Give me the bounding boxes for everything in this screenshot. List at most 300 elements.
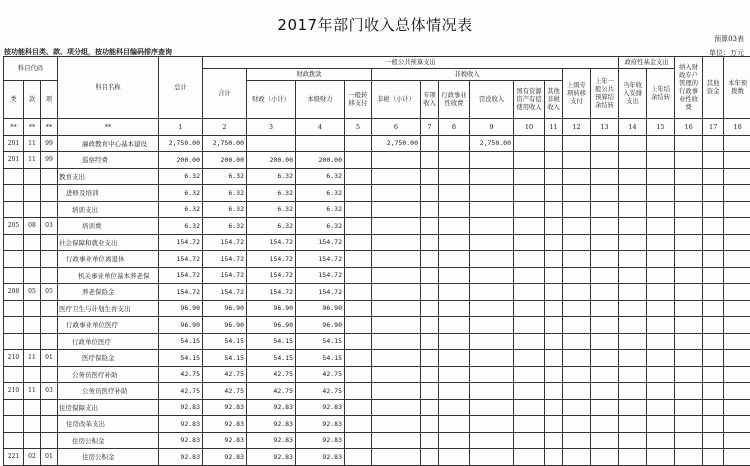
empty-cell	[675, 234, 703, 251]
empty-cell	[545, 317, 563, 334]
amount-transfer-cell	[345, 284, 372, 301]
empty-cell	[675, 416, 703, 433]
amount-subtotal-cell: 6.32	[203, 218, 247, 235]
amount-transfer-cell	[345, 432, 372, 449]
amount-own-cell: 92.83	[296, 416, 345, 433]
code-kuan-cell: 11	[24, 350, 41, 367]
amount-fiscal-cell: 154.72	[247, 284, 296, 301]
amount-nontax-cell	[372, 267, 421, 284]
code-kuan-cell	[24, 300, 41, 317]
column-index-cell: **	[41, 119, 58, 136]
empty-cell	[724, 251, 750, 268]
amount-special-cell	[421, 432, 439, 449]
empty-cell	[675, 284, 703, 301]
empty-cell	[619, 449, 647, 466]
empty-cell	[703, 201, 724, 218]
empty-cell	[591, 333, 619, 350]
empty-cell	[647, 185, 675, 202]
header-non-tax: 非税收入	[372, 69, 563, 81]
empty-cell	[703, 185, 724, 202]
amount-transfer-cell	[345, 333, 372, 350]
column-index-cell: 6	[372, 119, 421, 136]
empty-cell	[703, 234, 724, 251]
empty-cell	[545, 185, 563, 202]
amount-total-cell: 42.75	[159, 366, 203, 383]
table-row	[4, 152, 750, 169]
amount-transfer-cell	[345, 267, 372, 284]
amount-subtotal-cell: 154.72	[203, 284, 247, 301]
column-index-cell: 7	[421, 119, 439, 136]
empty-cell	[563, 135, 591, 152]
amount-admin-cell	[439, 300, 470, 317]
amount-nontax-cell	[372, 185, 421, 202]
amount-total-cell: 154.72	[159, 284, 203, 301]
amount-admin-cell	[439, 251, 470, 268]
amount-fines-cell	[470, 251, 514, 268]
header-superior-transfer: 上级专项转移支付	[563, 69, 591, 119]
header-admin-fees: 行政事业性收费	[439, 81, 470, 119]
empty-cell	[647, 218, 675, 235]
table-row	[4, 218, 750, 235]
amount-special-cell	[421, 399, 439, 416]
empty-cell	[647, 366, 675, 383]
code-xiang-cell	[41, 416, 58, 433]
code-kuan-cell	[24, 399, 41, 416]
amount-fines-cell	[470, 383, 514, 400]
amount-fiscal-cell: 6.32	[247, 168, 296, 185]
code-xiang-cell	[41, 201, 58, 218]
table-row	[4, 201, 750, 218]
code-kuan-cell: 02	[24, 449, 41, 466]
amount-nontax-cell	[372, 251, 421, 268]
amount-fines-cell	[470, 416, 514, 433]
amount-fines-cell	[470, 234, 514, 251]
amount-subtotal-cell: 6.32	[203, 185, 247, 202]
empty-cell	[545, 333, 563, 350]
amount-transfer-cell	[345, 251, 372, 268]
amount-admin-cell	[439, 333, 470, 350]
code-xiang-cell	[41, 234, 58, 251]
empty-cell	[703, 350, 724, 367]
amount-own-cell: 96.90	[296, 300, 345, 317]
empty-cell	[514, 168, 545, 185]
subject-name-cell: 行政单位医疗	[58, 333, 159, 350]
amount-admin-cell	[439, 234, 470, 251]
table-row	[4, 416, 750, 433]
amount-special-cell	[421, 267, 439, 284]
amount-admin-cell	[439, 168, 470, 185]
subject-name-cell: 巡察经费	[58, 152, 159, 169]
amount-transfer-cell	[345, 366, 372, 383]
code-xiang-cell: 99	[41, 135, 58, 152]
column-index-cell: **	[4, 119, 24, 136]
amount-nontax-cell	[372, 234, 421, 251]
amount-total-cell: 2,750.00	[159, 135, 203, 152]
empty-cell	[647, 449, 675, 466]
amount-admin-cell	[439, 432, 470, 449]
amount-fines-cell	[470, 350, 514, 367]
empty-cell	[619, 300, 647, 317]
amount-total-cell: 96.90	[159, 300, 203, 317]
column-index-cell: 4	[296, 119, 345, 136]
empty-cell	[647, 135, 675, 152]
empty-cell	[675, 251, 703, 268]
amount-admin-cell	[439, 267, 470, 284]
code-xiang-cell: 01	[41, 449, 58, 466]
empty-cell	[591, 267, 619, 284]
empty-cell	[703, 366, 724, 383]
empty-cell	[619, 317, 647, 334]
amount-total-cell: 92.83	[159, 399, 203, 416]
amount-nontax-cell	[372, 284, 421, 301]
amount-fines-cell	[470, 201, 514, 218]
amount-transfer-cell	[345, 300, 372, 317]
amount-admin-cell	[439, 152, 470, 169]
subject-name-cell: 行政事业单位离退休	[58, 251, 159, 268]
empty-cell	[514, 300, 545, 317]
empty-cell	[724, 416, 750, 433]
amount-subtotal-cell: 42.75	[203, 383, 247, 400]
amount-nontax-cell	[372, 218, 421, 235]
empty-cell	[703, 399, 724, 416]
empty-cell	[619, 152, 647, 169]
column-index-cell: 13	[591, 119, 619, 136]
code-kuan-cell	[24, 168, 41, 185]
amount-admin-cell	[439, 449, 470, 466]
header-gov-fund: 政府性基金支出	[619, 57, 675, 69]
code-kuan-cell	[24, 201, 41, 218]
empty-cell	[619, 383, 647, 400]
amount-subtotal-cell: 42.75	[203, 366, 247, 383]
amount-subtotal-cell: 200.00	[203, 152, 247, 169]
header-own-finance: 本级财力	[296, 81, 345, 119]
amount-transfer-cell	[345, 201, 372, 218]
empty-cell	[724, 284, 750, 301]
amount-own-cell: 54.15	[296, 333, 345, 350]
amount-total-cell: 6.32	[159, 218, 203, 235]
empty-cell	[545, 366, 563, 383]
table-row	[4, 185, 750, 202]
empty-cell	[647, 333, 675, 350]
empty-cell	[675, 333, 703, 350]
subject-name-cell: 住房改革支出	[58, 416, 159, 433]
amount-subtotal-cell: 92.83	[203, 449, 247, 466]
code-lei-cell	[4, 399, 24, 416]
amount-special-cell	[421, 300, 439, 317]
header-state-assets: 国有资源资产有偿使用收入	[514, 81, 545, 119]
amount-admin-cell	[439, 284, 470, 301]
empty-cell	[647, 399, 675, 416]
amount-own-cell: 92.83	[296, 399, 345, 416]
empty-cell	[647, 416, 675, 433]
empty-cell	[545, 449, 563, 466]
amount-fines-cell	[470, 168, 514, 185]
empty-cell	[647, 284, 675, 301]
empty-cell	[514, 399, 545, 416]
empty-cell	[647, 234, 675, 251]
amount-transfer-cell	[345, 168, 372, 185]
empty-cell	[563, 317, 591, 334]
code-kuan-cell	[24, 432, 41, 449]
empty-cell	[591, 366, 619, 383]
amount-special-cell	[421, 284, 439, 301]
amount-own-cell: 154.72	[296, 284, 345, 301]
amount-subtotal-cell: 154.72	[203, 267, 247, 284]
amount-fiscal-cell: 6.32	[247, 185, 296, 202]
empty-cell	[675, 383, 703, 400]
empty-cell	[675, 135, 703, 152]
empty-cell	[724, 234, 750, 251]
empty-cell	[514, 350, 545, 367]
header-subtotal: 合计	[203, 69, 247, 119]
empty-cell	[563, 416, 591, 433]
amount-transfer-cell	[345, 185, 372, 202]
empty-cell	[563, 234, 591, 251]
amount-nontax-cell	[372, 416, 421, 433]
empty-cell	[703, 300, 724, 317]
amount-fines-cell	[470, 218, 514, 235]
code-kuan-cell	[24, 267, 41, 284]
empty-cell	[591, 449, 619, 466]
header-xiang: 项	[41, 81, 58, 119]
empty-cell	[675, 185, 703, 202]
subject-name-cell: 培训费	[58, 218, 159, 235]
empty-cell	[647, 300, 675, 317]
amount-own-cell: 6.32	[296, 201, 345, 218]
subject-name-cell: 机关事业单位基本养老保	[58, 267, 159, 284]
empty-cell	[514, 251, 545, 268]
column-index-cell: 2	[203, 119, 247, 136]
amount-admin-cell	[439, 317, 470, 334]
empty-cell	[675, 152, 703, 169]
amount-fiscal-cell: 6.32	[247, 201, 296, 218]
column-index-cell: 1	[159, 119, 203, 136]
code-xiang-cell	[41, 251, 58, 268]
empty-cell	[703, 168, 724, 185]
header-budget-this-year: 本年预拨数	[724, 57, 750, 119]
amount-own-cell: 92.83	[296, 449, 345, 466]
code-kuan-cell	[24, 185, 41, 202]
amount-fiscal-cell: 154.72	[247, 234, 296, 251]
amount-fiscal-cell: 154.72	[247, 251, 296, 268]
empty-cell	[545, 350, 563, 367]
header-prior-year-balance: 上年一般公共预算结余结转	[591, 69, 619, 119]
amount-special-cell	[421, 449, 439, 466]
column-index-cell: 5	[345, 119, 372, 136]
header-non-tax-subtotal: 非税（小计）	[372, 81, 421, 119]
empty-cell	[724, 185, 750, 202]
empty-cell	[703, 251, 724, 268]
amount-subtotal-cell: 54.15	[203, 350, 247, 367]
empty-cell	[514, 333, 545, 350]
empty-cell	[619, 218, 647, 235]
empty-cell	[563, 284, 591, 301]
amount-transfer-cell	[345, 218, 372, 235]
code-kuan-cell: 08	[24, 218, 41, 235]
amount-nontax-cell	[372, 168, 421, 185]
code-lei-cell: 210	[4, 383, 24, 400]
amount-transfer-cell	[345, 350, 372, 367]
table-row	[4, 284, 750, 301]
empty-cell	[703, 317, 724, 334]
empty-cell	[591, 168, 619, 185]
empty-cell	[675, 449, 703, 466]
code-lei-cell	[4, 317, 24, 334]
subject-name-cell: 住房保障支出	[58, 399, 159, 416]
amount-admin-cell	[439, 350, 470, 367]
amount-total-cell: 96.90	[159, 317, 203, 334]
empty-cell	[591, 284, 619, 301]
empty-cell	[724, 168, 750, 185]
empty-cell	[545, 218, 563, 235]
empty-cell	[724, 366, 750, 383]
subject-name-cell: 进修及培训	[58, 185, 159, 202]
amount-total-cell: 200.00	[159, 152, 203, 169]
amount-fines-cell	[470, 185, 514, 202]
empty-cell	[675, 300, 703, 317]
amount-total-cell: 54.15	[159, 333, 203, 350]
code-xiang-cell: 05	[41, 284, 58, 301]
subject-name-cell: 行政事业单位医疗	[58, 317, 159, 334]
empty-cell	[703, 449, 724, 466]
amount-nontax-cell	[372, 152, 421, 169]
amount-fiscal-cell: 92.83	[247, 416, 296, 433]
empty-cell	[647, 152, 675, 169]
code-xiang-cell	[41, 366, 58, 383]
amount-subtotal-cell: 6.32	[203, 201, 247, 218]
code-xiang-cell	[41, 333, 58, 350]
empty-cell	[514, 416, 545, 433]
code-lei-cell	[4, 300, 24, 317]
empty-cell	[724, 399, 750, 416]
header-subject-code: 科目代码	[4, 57, 58, 81]
empty-cell	[514, 267, 545, 284]
amount-own-cell: 200.00	[296, 152, 345, 169]
code-lei-cell: 208	[4, 284, 24, 301]
amount-nontax-cell	[372, 432, 421, 449]
amount-subtotal-cell: 96.90	[203, 300, 247, 317]
amount-transfer-cell	[345, 399, 372, 416]
amount-nontax-cell	[372, 317, 421, 334]
amount-nontax-cell	[372, 300, 421, 317]
amount-fines-cell	[470, 333, 514, 350]
empty-cell	[675, 317, 703, 334]
amount-admin-cell	[439, 383, 470, 400]
amount-special-cell	[421, 350, 439, 367]
column-index-cell: 3	[247, 119, 296, 136]
header-general-transfer: 一般转移支付	[345, 81, 372, 119]
amount-fines-cell: 2,750.00	[470, 135, 514, 152]
amount-fiscal-cell	[247, 135, 296, 152]
amount-own-cell: 6.32	[296, 185, 345, 202]
empty-cell	[675, 218, 703, 235]
empty-cell	[514, 449, 545, 466]
header-general-public-budget: 一般公共预算支出	[203, 57, 619, 69]
subject-name-cell: 公务员医疗补助	[58, 366, 159, 383]
header-other-funds: 其他资金	[703, 57, 724, 119]
empty-cell	[724, 383, 750, 400]
amount-fines-cell	[470, 449, 514, 466]
empty-cell	[514, 218, 545, 235]
empty-cell	[545, 234, 563, 251]
amount-special-cell	[421, 168, 439, 185]
amount-nontax-cell	[372, 201, 421, 218]
empty-cell	[563, 449, 591, 466]
header-current-year-income: 当年收入安排支出	[619, 69, 647, 119]
empty-cell	[545, 284, 563, 301]
code-lei-cell	[4, 201, 24, 218]
code-lei-cell	[4, 366, 24, 383]
empty-cell	[563, 432, 591, 449]
amount-own-cell: 42.75	[296, 366, 345, 383]
empty-cell	[724, 300, 750, 317]
amount-subtotal-cell: 6.32	[203, 168, 247, 185]
code-xiang-cell	[41, 432, 58, 449]
empty-cell	[563, 366, 591, 383]
empty-cell	[514, 234, 545, 251]
column-index-cell: 17	[703, 119, 724, 136]
amount-transfer-cell	[345, 317, 372, 334]
empty-cell	[703, 383, 724, 400]
code-xiang-cell	[41, 399, 58, 416]
empty-cell	[724, 201, 750, 218]
amount-special-cell	[421, 383, 439, 400]
empty-cell	[619, 399, 647, 416]
amount-special-cell	[421, 333, 439, 350]
empty-cell	[724, 432, 750, 449]
code-kuan-cell	[24, 333, 41, 350]
empty-cell	[619, 416, 647, 433]
amount-fiscal-cell: 54.15	[247, 350, 296, 367]
empty-cell	[591, 251, 619, 268]
table-row	[4, 135, 750, 152]
column-index-cell: 15	[647, 119, 675, 136]
column-index-cell: 9	[470, 119, 514, 136]
empty-cell	[724, 350, 750, 367]
empty-cell	[514, 366, 545, 383]
subject-name-cell: 养老保险金	[58, 284, 159, 301]
amount-special-cell	[421, 234, 439, 251]
empty-cell	[703, 284, 724, 301]
empty-cell	[647, 251, 675, 268]
table-body	[4, 119, 750, 466]
amount-own-cell: 92.83	[296, 432, 345, 449]
amount-own-cell: 154.72	[296, 251, 345, 268]
amount-total-cell: 6.32	[159, 185, 203, 202]
header-prior-year-carry: 上年结余结转	[647, 69, 675, 119]
amount-own-cell: 42.75	[296, 383, 345, 400]
header-fines: 罚没收入	[470, 81, 514, 119]
empty-cell	[675, 168, 703, 185]
empty-cell	[619, 251, 647, 268]
income-summary-table	[3, 56, 750, 466]
subject-name-cell: 住房公积金	[58, 449, 159, 466]
empty-cell	[703, 218, 724, 235]
empty-cell	[563, 383, 591, 400]
empty-cell	[647, 383, 675, 400]
empty-cell	[724, 449, 750, 466]
amount-admin-cell	[439, 366, 470, 383]
amount-special-cell	[421, 135, 439, 152]
subject-name-cell: 廉政教育中心基本建设	[58, 135, 159, 152]
empty-cell	[545, 432, 563, 449]
empty-cell	[703, 267, 724, 284]
amount-total-cell: 154.72	[159, 251, 203, 268]
empty-cell	[619, 366, 647, 383]
empty-cell	[647, 432, 675, 449]
table-row	[4, 350, 750, 367]
empty-cell	[514, 152, 545, 169]
